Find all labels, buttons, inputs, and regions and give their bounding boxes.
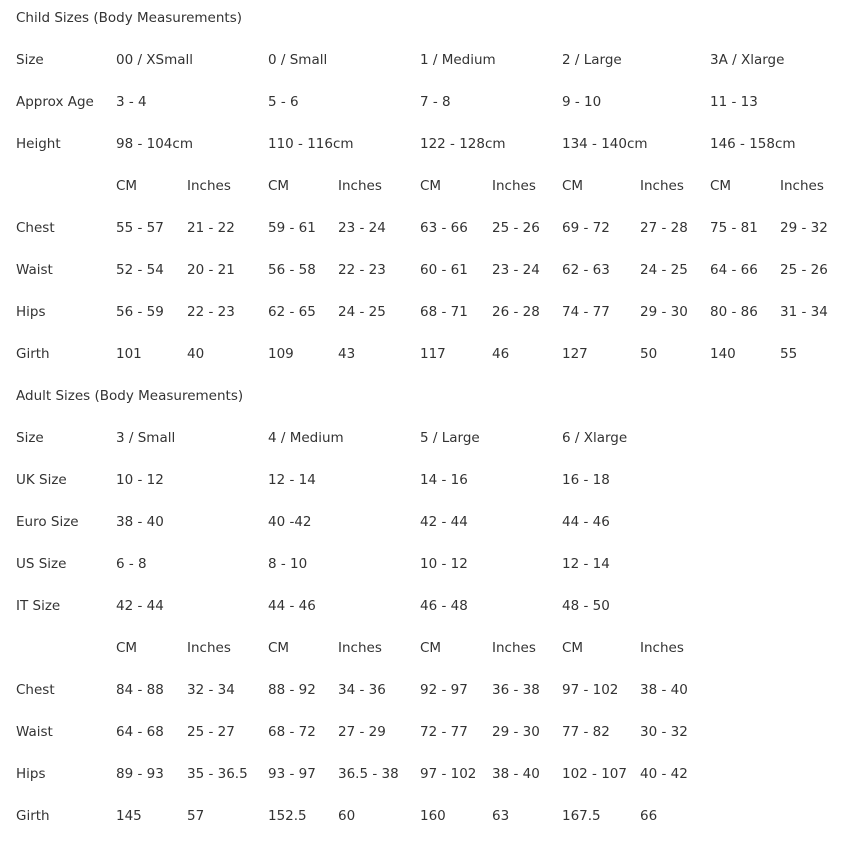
child-row-2-col-5: 122 - 128cm [420, 136, 506, 152]
child-row-5-col-4: 22 - 23 [338, 262, 386, 278]
adult-row-5-col-6: Inches [492, 640, 536, 656]
child-row-4-col-6: 25 - 26 [492, 220, 540, 236]
adult-row-3-col-0: US Size [16, 556, 67, 572]
adult-row-9-col-5: 160 [420, 808, 446, 824]
adult-row-4-col-0: IT Size [16, 598, 61, 614]
child-row-2-col-0: Height [16, 136, 61, 152]
adult-row-6-col-8: 38 - 40 [640, 682, 688, 698]
adult-row-8-col-7: 102 - 107 [562, 766, 627, 782]
child-row-7-col-6: 46 [492, 346, 510, 362]
adult-row-8-col-5: 97 - 102 [420, 766, 477, 782]
adult-row-4-col-3: 44 - 46 [268, 598, 316, 614]
adult-row-3-col-1: 6 - 8 [116, 556, 147, 572]
child-row-3-col-9: CM [710, 178, 732, 194]
adult-row-2-col-3: 40 -42 [268, 514, 312, 530]
adult-row-3-col-5: 10 - 12 [420, 556, 468, 572]
child-row-6-col-1: 56 - 59 [116, 304, 164, 320]
adult-row-2-col-7: 44 - 46 [562, 514, 610, 530]
child-row-0-col-0: Size [16, 52, 44, 68]
adult-row-5-col-1: CM [116, 640, 138, 656]
child-row-5-col-9: 64 - 66 [710, 262, 758, 278]
child-row-5-col-8: 24 - 25 [640, 262, 688, 278]
child-row-5-col-10: 25 - 26 [780, 262, 828, 278]
adult-row-6-col-6: 36 - 38 [492, 682, 540, 698]
adult-row-0-col-1: 3 / Small [116, 430, 176, 446]
adult-row-9-col-0: Girth [16, 808, 50, 824]
adult-row-8-col-1: 89 - 93 [116, 766, 164, 782]
child-row-2-col-9: 146 - 158cm [710, 136, 796, 152]
child-row-6-col-3: 62 - 65 [268, 304, 316, 320]
child-row-7-col-7: 127 [562, 346, 588, 362]
child-row-4-col-10: 29 - 32 [780, 220, 828, 236]
child-row-2-col-1: 98 - 104cm [116, 136, 193, 152]
adult-row-9-col-7: 167.5 [562, 808, 601, 824]
adult-row-6-col-1: 84 - 88 [116, 682, 164, 698]
child-row-1-col-3: 5 - 6 [268, 94, 299, 110]
child-row-5-col-3: 56 - 58 [268, 262, 316, 278]
adult-row-7-col-7: 77 - 82 [562, 724, 610, 740]
adult-row-9-col-1: 145 [116, 808, 142, 824]
child-row-6-col-2: 22 - 23 [187, 304, 235, 320]
child-row-5-col-1: 52 - 54 [116, 262, 164, 278]
adult-row-7-col-5: 72 - 77 [420, 724, 468, 740]
adult-row-6-col-4: 34 - 36 [338, 682, 386, 698]
child-row-4-col-4: 23 - 24 [338, 220, 386, 236]
child-row-0-col-1: 00 / XSmall [116, 52, 194, 68]
child-row-4-col-8: 27 - 28 [640, 220, 688, 236]
child-row-1-col-7: 9 - 10 [562, 94, 602, 110]
child-row-7-col-2: 40 [187, 346, 205, 362]
child-row-6-col-4: 24 - 25 [338, 304, 386, 320]
child-row-3-col-6: Inches [492, 178, 536, 194]
adult-row-5-col-4: Inches [338, 640, 382, 656]
child-row-6-col-10: 31 - 34 [780, 304, 828, 320]
child-row-7-col-8: 50 [640, 346, 658, 362]
child-row-1-col-0: Approx Age [16, 94, 94, 110]
child-row-6-col-7: 74 - 77 [562, 304, 610, 320]
child-row-1-col-5: 7 - 8 [420, 94, 451, 110]
child-row-0-col-3: 0 / Small [268, 52, 328, 68]
child-row-5-col-6: 23 - 24 [492, 262, 540, 278]
adult-sizes-title: Adult Sizes (Body Measurements) [16, 388, 244, 404]
adult-row-4-col-1: 42 - 44 [116, 598, 164, 614]
adult-row-2-col-1: 38 - 40 [116, 514, 164, 530]
child-row-3-col-1: CM [116, 178, 138, 194]
adult-row-4-col-7: 48 - 50 [562, 598, 610, 614]
child-row-7-col-5: 117 [420, 346, 446, 362]
adult-row-9-col-4: 60 [338, 808, 356, 824]
child-row-6-col-6: 26 - 28 [492, 304, 540, 320]
adult-row-1-col-1: 10 - 12 [116, 472, 164, 488]
adult-row-6-col-2: 32 - 34 [187, 682, 235, 698]
adult-row-1-col-3: 12 - 14 [268, 472, 316, 488]
adult-row-3-col-7: 12 - 14 [562, 556, 610, 572]
child-row-4-col-7: 69 - 72 [562, 220, 610, 236]
adult-row-7-col-2: 25 - 27 [187, 724, 235, 740]
child-row-3-col-10: Inches [780, 178, 824, 194]
adult-row-1-col-0: UK Size [16, 472, 67, 488]
child-row-5-col-2: 20 - 21 [187, 262, 235, 278]
child-row-7-col-0: Girth [16, 346, 50, 362]
child-sizes-title: Child Sizes (Body Measurements) [16, 10, 242, 26]
child-row-5-col-5: 60 - 61 [420, 262, 468, 278]
adult-row-3-col-3: 8 - 10 [268, 556, 308, 572]
child-row-2-col-7: 134 - 140cm [562, 136, 648, 152]
child-row-4-col-9: 75 - 81 [710, 220, 758, 236]
child-row-3-col-3: CM [268, 178, 290, 194]
adult-row-0-col-3: 4 / Medium [268, 430, 344, 446]
adult-row-8-col-4: 36.5 - 38 [338, 766, 399, 782]
adult-row-6-col-0: Chest [16, 682, 55, 698]
adult-row-8-col-0: Hips [16, 766, 46, 782]
adult-row-8-col-3: 93 - 97 [268, 766, 316, 782]
adult-row-9-col-6: 63 [492, 808, 510, 824]
child-row-3-col-8: Inches [640, 178, 684, 194]
child-row-0-col-9: 3A / Xlarge [710, 52, 785, 68]
child-row-3-col-2: Inches [187, 178, 231, 194]
child-row-7-col-10: 55 [780, 346, 798, 362]
child-row-2-col-3: 110 - 116cm [268, 136, 354, 152]
adult-row-6-col-3: 88 - 92 [268, 682, 316, 698]
child-row-1-col-1: 3 - 4 [116, 94, 147, 110]
adult-row-1-col-7: 16 - 18 [562, 472, 610, 488]
child-row-0-col-7: 2 / Large [562, 52, 622, 68]
child-row-3-col-5: CM [420, 178, 442, 194]
child-row-1-col-9: 11 - 13 [710, 94, 758, 110]
adult-row-9-col-3: 152.5 [268, 808, 307, 824]
adult-row-1-col-5: 14 - 16 [420, 472, 468, 488]
child-row-4-col-3: 59 - 61 [268, 220, 316, 236]
adult-row-7-col-0: Waist [16, 724, 53, 740]
adult-row-8-col-2: 35 - 36.5 [187, 766, 248, 782]
adult-row-5-col-5: CM [420, 640, 442, 656]
adult-row-0-col-5: 5 / Large [420, 430, 480, 446]
adult-row-5-col-7: CM [562, 640, 584, 656]
child-row-6-col-0: Hips [16, 304, 46, 320]
child-row-3-col-4: Inches [338, 178, 382, 194]
adult-row-2-col-5: 42 - 44 [420, 514, 468, 530]
adult-row-0-col-7: 6 / Xlarge [562, 430, 628, 446]
adult-row-8-col-6: 38 - 40 [492, 766, 540, 782]
adult-row-8-col-8: 40 - 42 [640, 766, 688, 782]
child-row-0-col-5: 1 / Medium [420, 52, 496, 68]
child-row-6-col-9: 80 - 86 [710, 304, 758, 320]
adult-row-5-col-8: Inches [640, 640, 684, 656]
adult-row-7-col-3: 68 - 72 [268, 724, 316, 740]
child-row-6-col-5: 68 - 71 [420, 304, 468, 320]
adult-row-7-col-1: 64 - 68 [116, 724, 164, 740]
adult-row-6-col-5: 92 - 97 [420, 682, 468, 698]
adult-row-7-col-4: 27 - 29 [338, 724, 386, 740]
adult-row-7-col-6: 29 - 30 [492, 724, 540, 740]
child-row-6-col-8: 29 - 30 [640, 304, 688, 320]
adult-row-5-col-2: Inches [187, 640, 231, 656]
child-row-5-col-0: Waist [16, 262, 53, 278]
adult-row-2-col-0: Euro Size [16, 514, 79, 530]
child-row-7-col-1: 101 [116, 346, 142, 362]
child-row-7-col-3: 109 [268, 346, 294, 362]
adult-row-7-col-8: 30 - 32 [640, 724, 688, 740]
child-row-4-col-2: 21 - 22 [187, 220, 235, 236]
child-row-4-col-5: 63 - 66 [420, 220, 468, 236]
adult-row-5-col-3: CM [268, 640, 290, 656]
adult-row-0-col-0: Size [16, 430, 44, 446]
child-row-4-col-0: Chest [16, 220, 55, 236]
child-row-7-col-9: 140 [710, 346, 736, 362]
child-row-5-col-7: 62 - 63 [562, 262, 610, 278]
adult-row-9-col-2: 57 [187, 808, 205, 824]
child-row-3-col-7: CM [562, 178, 584, 194]
child-row-7-col-4: 43 [338, 346, 356, 362]
child-row-4-col-1: 55 - 57 [116, 220, 164, 236]
adult-row-6-col-7: 97 - 102 [562, 682, 619, 698]
adult-row-4-col-5: 46 - 48 [420, 598, 468, 614]
adult-row-9-col-8: 66 [640, 808, 658, 824]
